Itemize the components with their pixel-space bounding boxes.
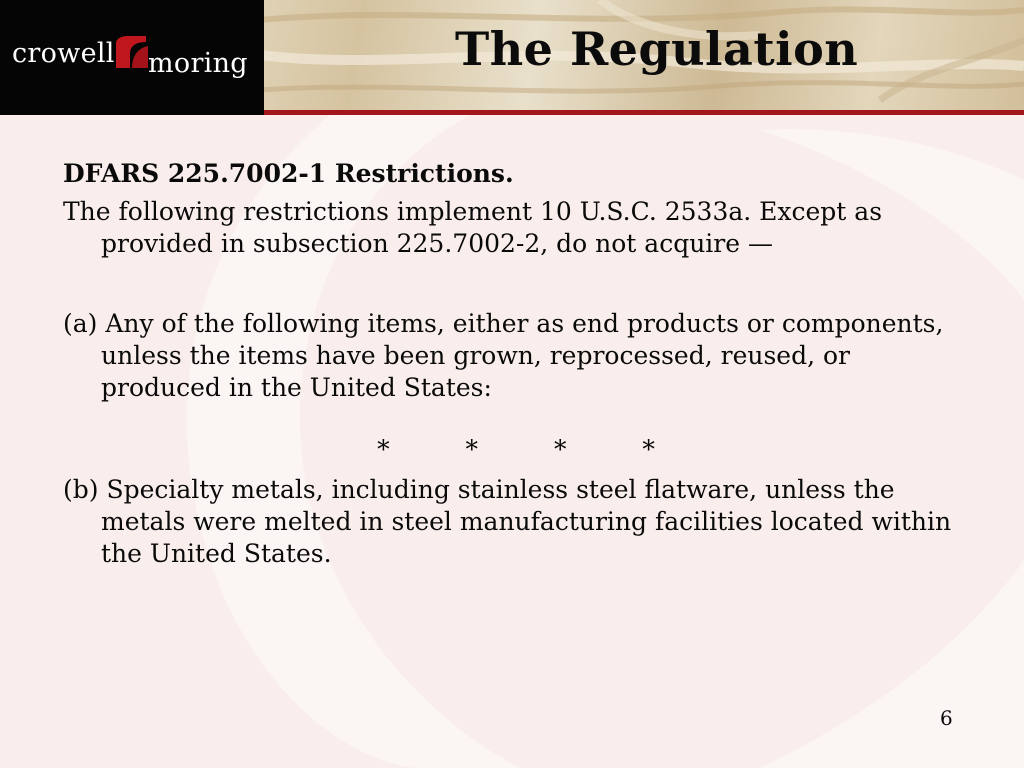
- slide-body: [63, 158, 963, 570]
- spacer: [63, 260, 963, 308]
- slide-title: The Regulation: [455, 22, 859, 76]
- intro-paragraph: The following restrictions implement 10 U.S.C. 2533a. Except as provided in subsection 225.7002-2, do not acquire —: [63, 197, 883, 258]
- logo: [0, 0, 264, 115]
- logo-word-left: crowell: [12, 38, 115, 69]
- slide-number: 6: [940, 706, 953, 730]
- item-b-paragraph: (b) Specialty metals, including stainless steel flatware, unless the metals were melted in steel manufacturing facilities located within the United States.: [63, 475, 952, 568]
- item-a-paragraph: (a) Any of the following items, either as end products or components, unless the items have been grown, reprocessed, reused, or produced in the United States:: [63, 309, 944, 402]
- logo-mark-icon: [112, 34, 150, 70]
- regulation-heading: DFARS 225.7002-1 Restrictions.: [63, 159, 514, 188]
- omission-marker: * * * *: [377, 435, 689, 464]
- logo-word-right: moring: [148, 48, 248, 79]
